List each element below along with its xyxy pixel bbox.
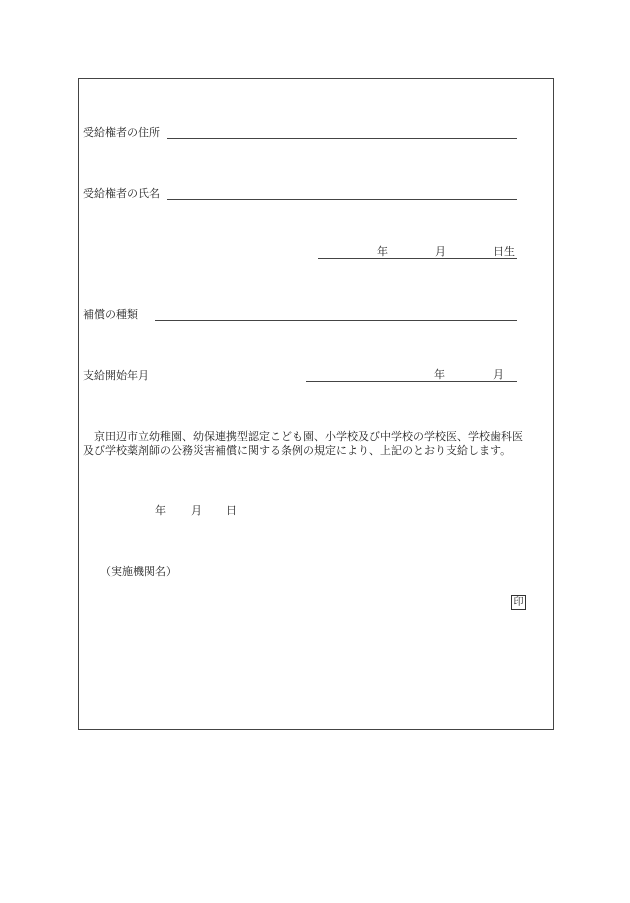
type-label: 補償の種類: [83, 308, 138, 321]
start-label: 支給開始年月: [83, 369, 149, 382]
name-field[interactable]: [167, 199, 517, 200]
start-year-label: 年: [434, 368, 445, 381]
paragraph-line-2: 及び学校薬剤師の公務災害補償に関する条例の規定により、上記のとおり支給します。: [83, 444, 512, 457]
start-month-label: 月: [493, 368, 504, 381]
address-label: 受給権者の住所: [83, 126, 160, 139]
form-frame: [78, 78, 554, 730]
agency-label: （実施機関名）: [100, 565, 177, 578]
date-month-label: 月: [191, 504, 202, 517]
name-label: 受給権者の氏名: [83, 187, 160, 200]
date-day-label: 日: [226, 504, 237, 517]
start-field[interactable]: [306, 381, 517, 382]
birth-year-label: 年: [377, 245, 388, 258]
date-year-label: 年: [155, 504, 166, 517]
birth-month-label: 月: [435, 245, 446, 258]
birth-day-label: 日生: [493, 245, 515, 258]
seal-mark: 印: [511, 595, 526, 610]
birthdate-field[interactable]: [318, 258, 517, 259]
address-field[interactable]: [167, 138, 517, 139]
paragraph-line-1: 京田辺市立幼稚園、幼保連携型認定こども園、小学校及び中学校の学校医、学校歯科医: [94, 430, 523, 443]
type-field[interactable]: [155, 320, 517, 321]
